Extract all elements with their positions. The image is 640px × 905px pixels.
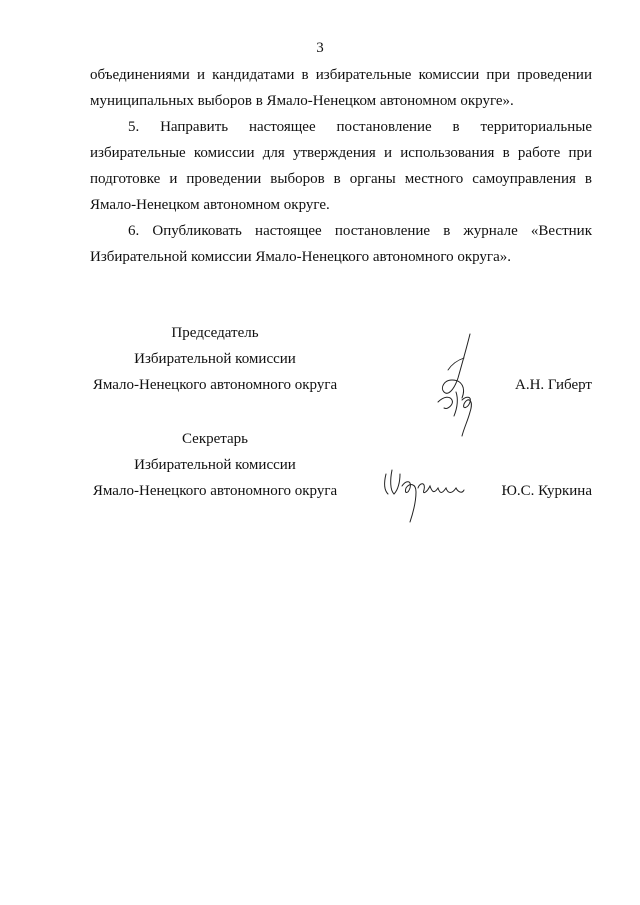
secretary-name: Ю.С. Куркина	[501, 483, 592, 499]
chairman-title	[90, 320, 340, 398]
secretary-title-line: Избирательной комиссии	[134, 457, 296, 473]
chairman-signature	[418, 330, 498, 440]
chairman-title-line: Избирательной комиссии	[134, 351, 296, 367]
chairman-name: А.Н. Гиберт	[515, 377, 592, 393]
secretary-title-line: Ямало-Ненецкого автономного округа	[92, 483, 338, 499]
document-body	[90, 62, 592, 270]
secretary-title-line: Секретарь	[181, 431, 249, 447]
secretary-signature-block	[90, 426, 592, 516]
page-number: 3	[316, 40, 324, 56]
secretary-title	[90, 426, 340, 504]
paragraph-continuation: объединениями и кандидатами в избирательные комиссии при проведении муниципальных выборов в Ямало-Ненецком автономном округе».	[90, 67, 592, 109]
chairman-title-line: Председатель	[171, 325, 259, 341]
secretary-signature	[380, 464, 480, 526]
paragraph-item-5: 5. Направить настоящее постановление в территориальные избирательные комиссии для утверждения и использования в работе при подготовке и проведении выборов в органы местного самоуправления в Ямало-Ненецком автономном округе.	[90, 119, 592, 213]
chairman-title-line: Ямало-Ненецкого автономного округа	[92, 377, 338, 393]
chairman-signature-block	[90, 320, 592, 410]
paragraph-item-6: 6. Опубликовать настоящее постановление в журнале «Вестник Избирательной комиссии Ямало-Ненецкого автономного округа».	[90, 223, 592, 265]
